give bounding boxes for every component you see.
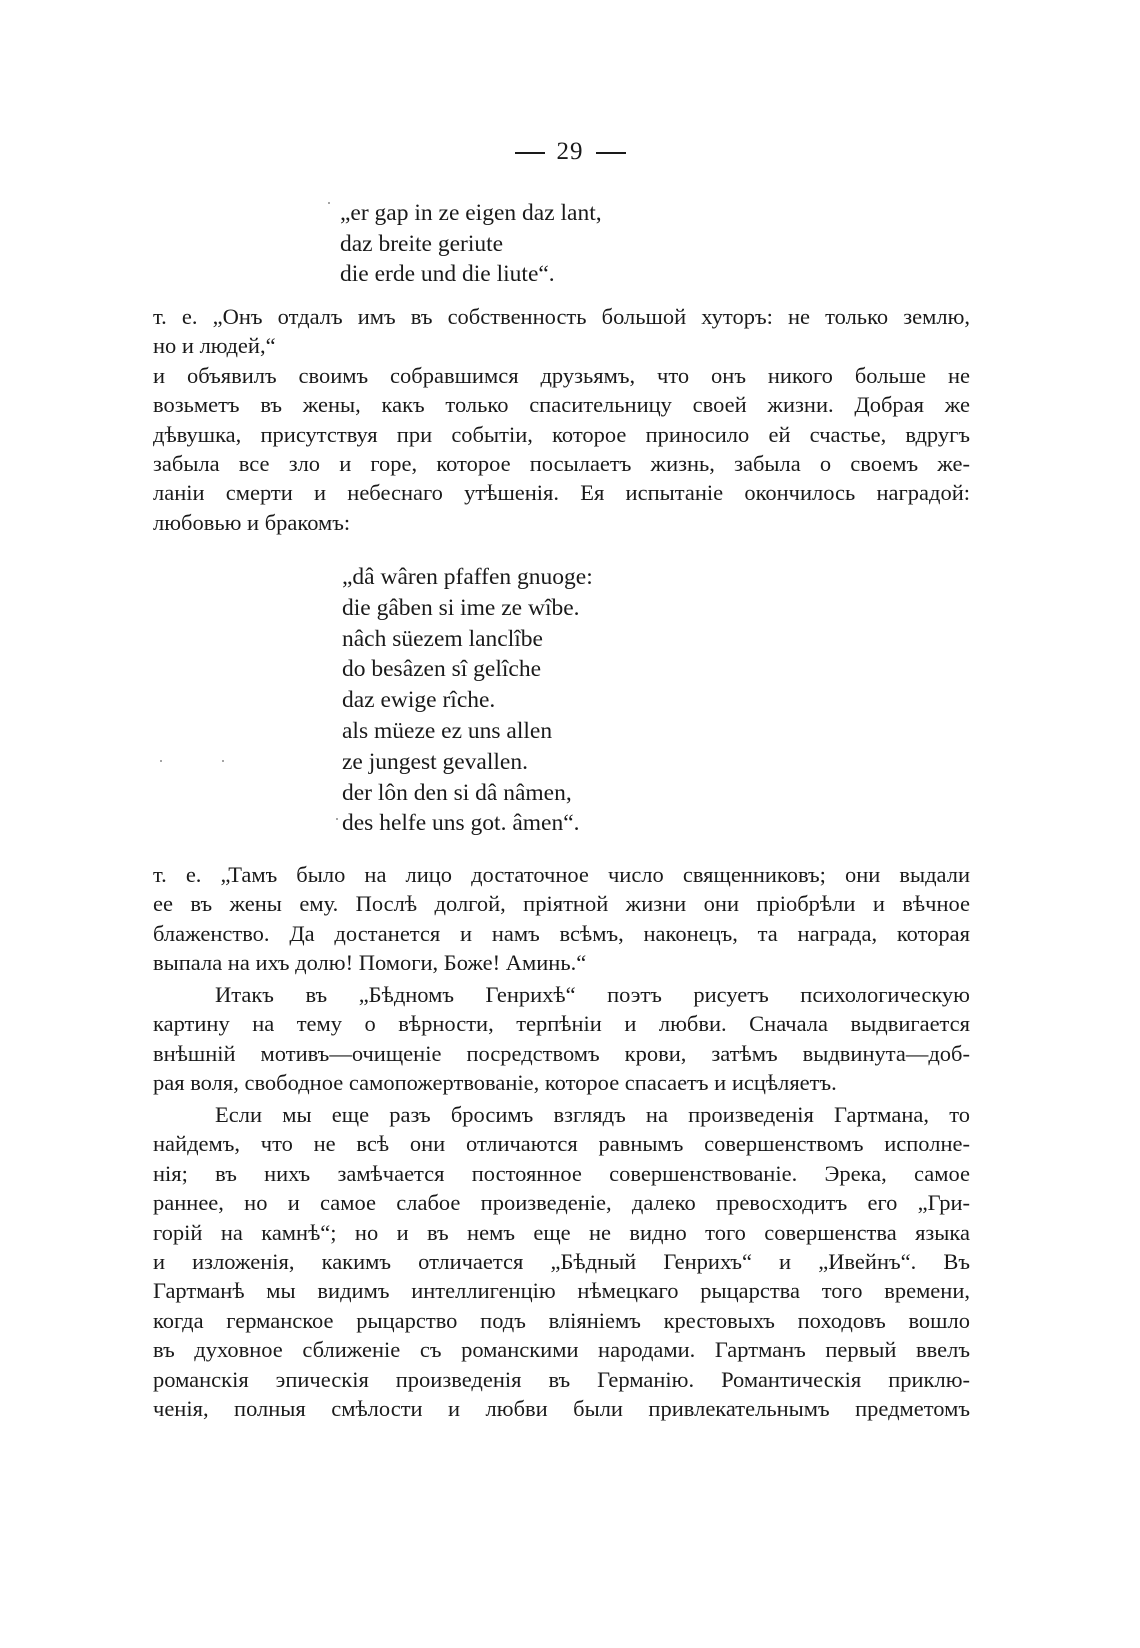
text-line: Если мы еще разъ бросимъ взглядъ на произведенія Гартмана, то [215,1102,970,1127]
text-line: когда германское рыцарство подъ вліяніемъ крестовыхъ походовъ вошло [153,1307,970,1333]
text-line: забыла все зло и горе, которое посылаетъ жизнь, забыла о своемъ же- [153,451,970,477]
text-line: раннее, но и самое слабое произведеніе, далеко превосходитъ его „Гри- [153,1190,970,1216]
left-dash [515,152,545,154]
text-line: картину на тему о вѣрности, терпѣніи и любви. Сначала выдвигается [153,1011,970,1037]
text-line: выпала на ихъ долю! Помоги, Боже! Аминь.“ [153,950,587,976]
text-line: дѣвушка, присутствуя при событіи, которое приносило ей счастье, вдругъ [153,421,970,447]
verse-line: „er gap in ze eigen daz lant, [340,200,602,226]
verse-line: als müeze ez uns allen [342,717,553,744]
text-line: романскія эпическія произведенія въ Германію. Романтическія приклю- [153,1366,970,1392]
text-line: рая воля, свободное самопожертвованіе, которое спасаетъ и исцѣляетъ. [153,1070,837,1096]
page-number [0,138,1140,166]
verse-quote-2 [342,562,593,839]
paragraph-hartmann [153,1100,970,1423]
paragraph-summary [153,980,970,1098]
text-line: блаженство. Да достанется и намъ всѣмъ, наконецъ, та награда, которая [153,920,970,946]
verse-line: die gâben si ime ze wîbe. [342,594,580,621]
verse-quote-1 [340,198,602,290]
text-line: т. е. „Тамъ было на лицо достаточное число священниковъ; они выдали [153,862,970,887]
text-line: и изложенія, какимъ отличается „Бѣдный Генрихъ“ и „Ивейнъ“. Въ [153,1249,970,1275]
text-line: возьметъ въ жены, какъ только спасительницу своей жизни. Добрая же [153,392,970,418]
verse-line: des helfe uns got. âmen“. [342,810,580,837]
text-line: ланіи смерти и небеснаго утѣшенія. Ея испытаніе окончилось наградой: [153,480,970,506]
text-line: ее въ жены ему. Послѣ долгой, пріятной жизни они пріобрѣли и вѣчное [153,891,970,917]
print-speck [336,818,338,820]
text-line: внѣшній мотивъ—очищеніе посредствомъ крови, затѣмъ выдвинута—доб- [153,1040,970,1066]
text-line: и объявилъ своимъ собравшимся друзьямъ, что онъ никого больше не [153,362,970,388]
verse-line: daz ewige rîche. [342,687,496,714]
paragraph-translation-2 [153,860,970,978]
text-line: любовью и бракомъ: [153,509,351,535]
text-line: Гартманѣ мы видимъ интеллигенцію нѣмецкаго рыцарства того времени, [153,1278,970,1304]
verse-line: do besâzen sî gelîche [342,656,542,683]
right-dash [596,152,626,154]
verse-line: nâch süezem lanclîbe [342,625,543,652]
text-line: Итакъ въ „Бѣдномъ Генрихѣ“ поэтъ рисуетъ психологическую [215,982,970,1007]
print-speck [328,202,330,204]
verse-line: der lôn den si dâ nâmen, [342,779,572,806]
page-number-value: 29 [556,138,584,165]
paragraph-translation-1 [153,302,970,537]
text-line: ченія, полныя смѣлости и любви были привлекательнымъ предметомъ [153,1396,970,1422]
verse-line: die erde und die liute“. [340,261,555,287]
text-line: т. е. „Онъ отдалъ имъ въ собственность большой хуторъ: не только землю, [153,304,970,329]
text-line: нія; въ нихъ замѣчается постоянное совершенствованіе. Эрека, самое [153,1160,970,1186]
verse-line: „dâ wâren pfaffen gnuoge: [342,564,593,590]
verse-line: daz breite geriute [340,230,504,257]
verse-line: ze jungest gevallen. [342,748,528,775]
text-line: въ духовное сближеніе съ романскими народами. Гартманъ первый ввелъ [153,1337,970,1363]
text-line: горій на камнѣ“; но и въ немъ еще не видно того совершенства языка [153,1219,970,1245]
print-speck [160,760,162,762]
text-line: но и людей,“ [153,333,276,359]
print-speck [222,760,224,762]
text-line: найдемъ, что не всѣ они отличаются равнымъ совершенствомъ исполне- [153,1131,970,1157]
